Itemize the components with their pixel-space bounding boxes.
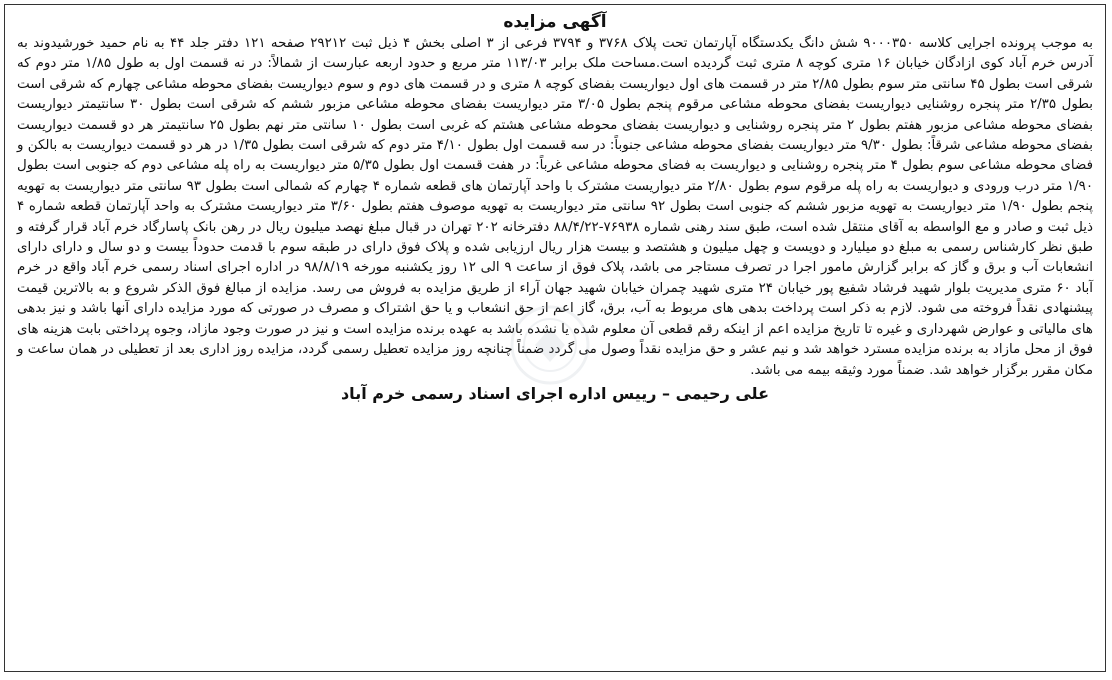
notice-body: به موجب پرونده اجرایی کلاسه ۹۰۰۰۳۵۰ شش دانگ یکدستگاه آپارتمان تحت پلاک ۳۷۶۸ و ۳۷۹۴ فرعی از ۳ اصلی بخش ۴ ذیل ثبت ۲۹۲۱۲ صفحه ۱۲۱ دفتر جلد ۴۴ به نام حمید خورشیدوند به آدرس خرم آباد کوی ازادگان خیابان ۱۶ متری کوچه ۸ متری ثبت گردیده است.مساحت ملک برابر ۱۱۳/۰۳ متر مربع و حدود اربعه عبارست از شمالاً: در نه قسمت اول به طول ۱/۸۵ متر دوم که شرقی است بطول ۴۵ سانتی متر سوم بطول ۲/۸۵ متر در قسمت های اول دیواریست بفضای کوچه ۸ متری و در قسمت های دوم و سوم دیواریست بفضای محوطه مشاعی چهارم که شرقی است بطول ۲/۳۵ متر پنجره روشنایی دیواریست بفضای محوطه مشاعی مرقوم پنجم بطول ۳/۰۵ متر دیواریست بفضای محوطه مشاعی مزبور ششم که شرقی است بطول ۳۰ سانتیمتر دیواریست بفضای محوطه مشاعی مزبور هفتم بطول ۲ متر پنجره روشنایی و دیواریست بفضای محوطه مشاعی هشتم که غربی است بطول ۱۰ سانتی متر نهم بطول ۲۵ سانتیمتر هر دو قسمت دیواریست بفضای محوطه مشاعی شرقاً: بطول ۹/۳۰ متر دیواریست بفضای محوطه مشاعی جنوباً: در سه قسمت اول بطول ۴/۱۰ متر دوم که شرقی است بطول ۱/۳۵ در هر دو قسمت دیواریست به بالکن و فضای محوطه مشاعی سوم بطول ۴ متر پنجره روشنایی و دیواریست به فضای محوطه مشاعی غرباً: در هفت قسمت اول بطول ۵/۳۵ متر دیواریست به راه پله مشاعی دوم که جنوبی است بطول ۱/۹۰ متر درب ورودی و دیواریست به راه پله مرقوم سوم بطول ۲/۸۰ متر دیواریست مشترک با واحد آپارتمان های قطعه شماره ۴ چهارم که شمالی است بطول ۹۳ سانتی متر دیواریست به تهویه پنجم بطول ۱/۹۰ متر دیواریست به تهویه مزبور ششم که جنوبی است بطول ۹۲ سانتی متر دیواریست به تهویه موصوف هفتم بطول ۳/۶۰ متر دیواریست مشترک به واحد آپارتمان قطعه شماره ۴ ذیل ثبت و صادر و مع الواسطه به آقای منتقل شده است، طبق سند رهنی شماره ۷۶۹۳۸-۸۸/۴/۲۲ دفترخانه ۲۰۲ تهران در قبال مبلغ نهصد میلیون ریال در رهن بانک پاسارگاد خرم آباد قرار گرفته و طبق نظر کارشناس رسمی به مبلغ دو میلیارد و دویست و چهل میلیون و هشتصد و بیست هزار ریال ارزیابی شده و پلاک فوق دارای در طبقه سوم با قدمت حدوداً بیست و دو سال و دارای دارای انشعابات آب و برق و گاز که برابر گزارش مامور اجرا در تصرف مستاجر می باشد، پلاک فوق از ساعت ۹ الی ۱۲ روز یکشنبه مورخه ۹۸/۸/۱۹ در اداره اجرای اسناد رسمی خرم آباد واقع در خرم آباد ۶۰ متری مدیریت بلوار شهید فرشاد شفیع پور خیابان ۲۴ متری شهید چمران خیابان شهید جهان آراء از طریق مزایده به فروش می رسد. مزایده از مبالغ فوق الذکر شروع و به بالاترین قیمت پیشنهادی نقداً فروخته می شود. لازم به ذکر است پرداخت بدهی های مربوط به آب، برق، گاز اعم از حق انشعاب و یا حق اشتراک و مصرف در صورتی که مورد مزایده دارای آنها باشد و نیز بدهی های مالیاتی و عوارض شهرداری و غیره تا تاریخ مزایده اعم از اینکه رقم قطعی آن معلوم شده یا نشده باشد به عهده برنده مزایده است و نیز در صورت وجود مازاد، وجوه پرداختی بابت هزینه های فوق از محل مازاد به برنده مزایده مسترد خواهد شد و نیم عشر و حق مزایده نقداً وصول می گردد ضمناً چنانچه روز مزایده تعطیل رسمی گردد، مزایده روز اداری بعد از تعطیلی در همان ساعت و مکان مقرر برگزار خواهد شد. ضمناً مورد وثیقه بیمه می باشد. xyxy=(16,36,1094,378)
notice-signature: علی رحیمی – رییس اداره اجرای اسناد رسمی خرم آباد xyxy=(340,383,770,403)
notice-frame xyxy=(4,4,1106,672)
notice-title: آگهی مزایده xyxy=(503,12,607,32)
